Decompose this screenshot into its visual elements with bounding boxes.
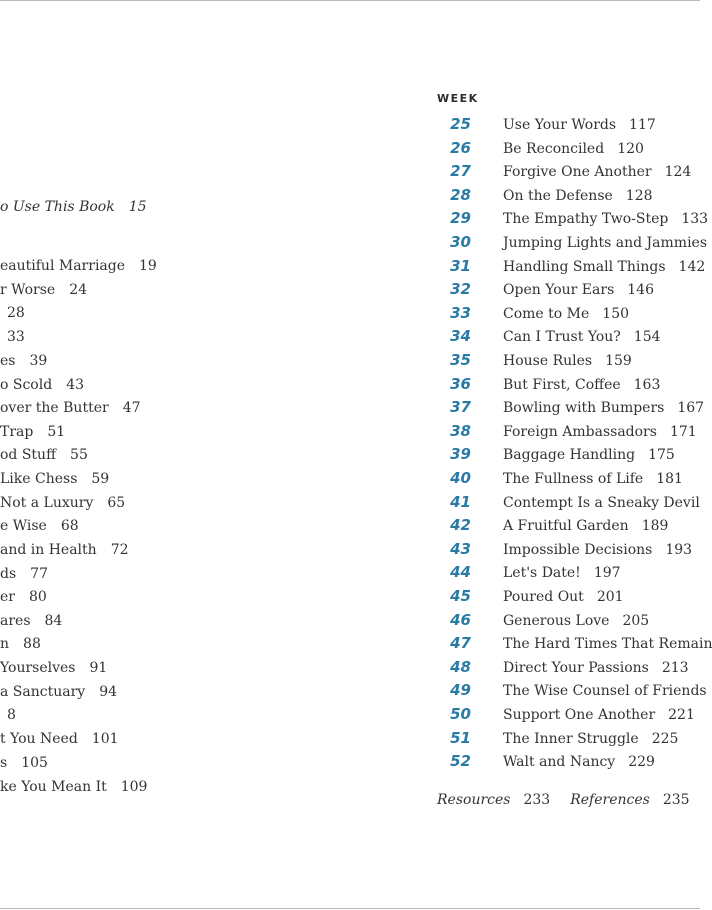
toc-title: The Wise Counsel of Friends — [503, 683, 707, 700]
toc-entry — [437, 703, 695, 725]
references-page: 235 — [662, 792, 690, 808]
left-toc-entry — [0, 196, 147, 218]
toc-entry — [437, 113, 656, 135]
left-toc-entry — [0, 492, 125, 514]
left-toc-page: 77 — [30, 566, 48, 582]
toc-entry — [437, 160, 691, 182]
toc-page-number: 229 — [628, 754, 655, 771]
left-toc-entry — [0, 468, 109, 490]
left-toc-page: 84 — [44, 613, 63, 629]
left-toc-entry — [0, 657, 107, 679]
left-toc-page: 105 — [21, 755, 48, 771]
week-number: 31 — [450, 256, 471, 275]
toc-entry — [437, 137, 644, 159]
left-toc-page: 94 — [99, 684, 118, 700]
toc-entry — [437, 585, 624, 607]
toc-title: The Hard Times That Remain — [503, 636, 712, 653]
left-toc-page: 59 — [91, 471, 110, 487]
week-number: 29 — [450, 209, 471, 228]
toc-title: Support One Another — [503, 707, 656, 723]
week-number: 32 — [450, 280, 471, 299]
toc-page-number: 197 — [593, 565, 621, 582]
left-toc-page: 68 — [60, 518, 79, 534]
week-number: 42 — [450, 516, 471, 535]
left-toc-entry — [0, 255, 157, 277]
toc-entry — [437, 491, 700, 513]
left-toc-entry — [0, 326, 25, 348]
toc-page-number: 193 — [665, 541, 693, 558]
left-toc-page: 91 — [89, 660, 108, 676]
week-number: 27 — [450, 162, 471, 181]
toc-entry — [437, 467, 683, 489]
toc-entry — [437, 443, 675, 465]
left-toc-title: ds — [0, 566, 17, 582]
week-number: 33 — [450, 303, 471, 322]
toc-title: Direct Your Passions — [503, 659, 649, 676]
left-toc-title: r Worse — [0, 282, 56, 298]
left-toc-title: n — [0, 636, 10, 652]
left-toc-page: 28 — [7, 305, 25, 321]
toc-page-number: 171 — [669, 423, 697, 440]
left-toc-entry — [0, 704, 16, 726]
left-toc-entry — [0, 421, 65, 443]
week-number: 51 — [450, 728, 471, 747]
week-number: 41 — [450, 492, 471, 511]
left-toc-title: s — [0, 755, 8, 771]
toc-entry — [437, 656, 689, 678]
week-number: 28 — [450, 185, 471, 204]
left-toc-entry — [0, 728, 119, 750]
left-toc-entry — [0, 586, 47, 608]
left-toc-page: 43 — [66, 377, 85, 393]
toc-page-number: 142 — [678, 258, 706, 275]
week-number: 48 — [450, 657, 471, 676]
toc-page-number: 189 — [641, 518, 669, 535]
left-toc-entry — [0, 350, 47, 372]
week-number: 49 — [450, 681, 471, 700]
left-toc-page: 101 — [91, 731, 119, 747]
left-toc-title: and in Health — [0, 542, 97, 558]
toc-title: Foreign Ambassadors — [503, 423, 657, 440]
page-bottom-edge — [0, 908, 700, 909]
left-toc-entry — [0, 539, 129, 561]
left-toc-entry — [0, 633, 41, 655]
left-toc-entry — [0, 515, 79, 537]
toc-entry — [437, 514, 668, 536]
left-toc-page: 24 — [69, 282, 88, 298]
week-number: 38 — [450, 421, 471, 440]
toc-entry — [437, 302, 629, 324]
toc-entry — [437, 278, 654, 300]
toc-title: Bowling with Bumpers — [503, 400, 665, 417]
toc-title: Come to Me — [503, 305, 590, 322]
back-matter-line — [437, 789, 710, 811]
toc-page-number: 128 — [625, 187, 653, 204]
toc-page-number: 146 — [627, 282, 654, 299]
toc-entry — [437, 373, 660, 395]
week-number: 40 — [450, 469, 471, 487]
left-toc-title: e Wise — [0, 518, 47, 534]
toc-page-number: 133 — [681, 211, 709, 228]
left-toc-entry — [0, 374, 84, 396]
toc-title: Can I Trust You? — [503, 329, 621, 346]
left-toc-title: ares — [0, 613, 31, 629]
toc-title: Generous Love — [503, 612, 610, 629]
week-column-header: WEEK — [437, 92, 479, 105]
toc-page-number: 175 — [648, 447, 675, 464]
week-number: 34 — [450, 327, 471, 346]
toc-entry — [437, 632, 712, 654]
toc-entry — [437, 349, 632, 371]
left-toc-page: 51 — [47, 424, 66, 440]
left-toc-entry — [0, 563, 48, 585]
left-toc-page: 33 — [7, 329, 25, 345]
left-toc-entry — [0, 681, 117, 703]
references-label: References — [570, 792, 650, 808]
left-toc-title: od Stuff — [0, 447, 57, 463]
left-toc-entry — [0, 397, 141, 419]
toc-page-number: 154 — [633, 329, 661, 346]
left-toc-page: 47 — [122, 400, 141, 416]
left-toc-page: 65 — [107, 495, 126, 511]
toc-title: Forgive One Another — [503, 164, 652, 181]
toc-title: Poured Out — [503, 589, 584, 605]
left-toc-title: eautiful Marriage — [0, 258, 126, 274]
left-toc-title: ke You Mean It — [0, 779, 107, 795]
left-toc-entry — [0, 302, 25, 324]
left-toc-entry — [0, 444, 88, 466]
toc-entry — [437, 231, 707, 253]
week-number: 39 — [450, 445, 471, 464]
left-toc-title: Like Chess — [0, 471, 78, 487]
week-number: 30 — [450, 233, 471, 251]
toc-title: Impossible Decisions — [503, 541, 653, 558]
toc-entry — [437, 727, 678, 749]
toc-title: Walt and Nancy — [503, 754, 616, 771]
page-top-edge — [0, 0, 700, 1]
toc-page-number: 163 — [633, 376, 661, 393]
left-toc-title: t You Need — [0, 731, 78, 747]
resources-page: 233 — [523, 792, 551, 808]
left-toc-title: o Use This Book — [0, 199, 115, 215]
week-number: 52 — [450, 752, 471, 771]
toc-title: The Empathy Two-Step — [503, 211, 669, 228]
toc-page-number: 124 — [664, 164, 692, 181]
left-toc-page: 8 — [7, 707, 16, 723]
toc-entry — [437, 750, 655, 772]
left-toc-page: 39 — [29, 353, 48, 369]
toc-entry — [437, 609, 649, 631]
week-number: 26 — [450, 138, 471, 157]
left-toc-page: 55 — [70, 447, 88, 463]
week-number: 46 — [450, 610, 471, 629]
toc-page-number: 221 — [668, 707, 695, 723]
left-toc-page: 109 — [120, 779, 148, 795]
toc-entry — [437, 396, 704, 418]
toc-title: The Inner Struggle — [503, 730, 639, 747]
toc-title: On the Defense — [503, 187, 613, 204]
toc-entry — [437, 679, 707, 701]
week-number: 36 — [450, 374, 471, 393]
week-number: 50 — [450, 705, 471, 723]
toc-title: The Fullness of Life — [503, 471, 644, 487]
toc-page-number: 201 — [596, 589, 624, 605]
toc-title: Open Your Ears — [503, 282, 615, 299]
left-toc-page: 88 — [23, 636, 41, 652]
left-toc-title: a Sanctuary — [0, 684, 86, 700]
toc-page-number: 117 — [629, 117, 656, 133]
toc-page-number: 213 — [661, 659, 689, 676]
toc-entry — [437, 420, 697, 442]
toc-entry — [437, 538, 692, 560]
toc-page-number: 167 — [677, 400, 705, 417]
toc-entry — [437, 325, 661, 347]
toc-title: A Fruitful Garden — [503, 518, 629, 535]
left-toc-page: 72 — [110, 542, 129, 558]
left-toc-entry — [0, 279, 87, 301]
toc-page-number: 181 — [656, 471, 683, 487]
toc-title: Handling Small Things — [503, 258, 666, 275]
toc-entry — [437, 255, 705, 277]
toc-page-number: 150 — [602, 305, 630, 322]
toc-title: Jumping Lights and Jammies — [503, 235, 708, 251]
left-toc-entry — [0, 610, 62, 632]
toc-title: Let's Date! — [503, 565, 581, 582]
toc-entry — [437, 561, 621, 583]
left-toc-page: 15 — [128, 199, 147, 215]
left-toc-title: over the Butter — [0, 400, 109, 416]
left-toc-title: er — [0, 589, 15, 605]
left-toc-title: o Scold — [0, 377, 53, 393]
toc-page-number: 159 — [605, 353, 632, 369]
left-toc-title: Trap — [0, 424, 34, 440]
toc-page-number: 225 — [651, 730, 679, 747]
toc-title: Use Your Words — [503, 117, 617, 133]
week-number: 25 — [450, 115, 471, 133]
left-toc-entry — [0, 752, 48, 774]
week-number: 47 — [450, 634, 471, 653]
week-number: 45 — [450, 587, 471, 605]
toc-title: Be Reconciled — [503, 140, 605, 157]
toc-title: Baggage Handling — [503, 447, 636, 464]
resources-label: Resources — [437, 792, 511, 808]
left-toc-title: Yourselves — [0, 660, 76, 676]
toc-entry — [437, 207, 708, 229]
toc-title: House Rules — [503, 353, 593, 369]
toc-title: Contempt Is a Sneaky Devil — [503, 494, 700, 511]
toc-page-number: 120 — [617, 140, 644, 157]
left-toc-page: 80 — [28, 589, 47, 605]
week-number: 44 — [450, 563, 471, 582]
left-toc-entry — [0, 776, 147, 798]
left-toc-title: Not a Luxury — [0, 495, 94, 511]
toc-title: But First, Coffee — [503, 376, 621, 393]
week-number: 37 — [450, 398, 471, 417]
week-number: 43 — [450, 539, 471, 558]
left-toc-title: es — [0, 353, 16, 369]
toc-entry — [437, 184, 653, 206]
left-toc-page: 19 — [139, 258, 157, 274]
week-number: 35 — [450, 351, 471, 369]
toc-page-number: 205 — [622, 612, 650, 629]
